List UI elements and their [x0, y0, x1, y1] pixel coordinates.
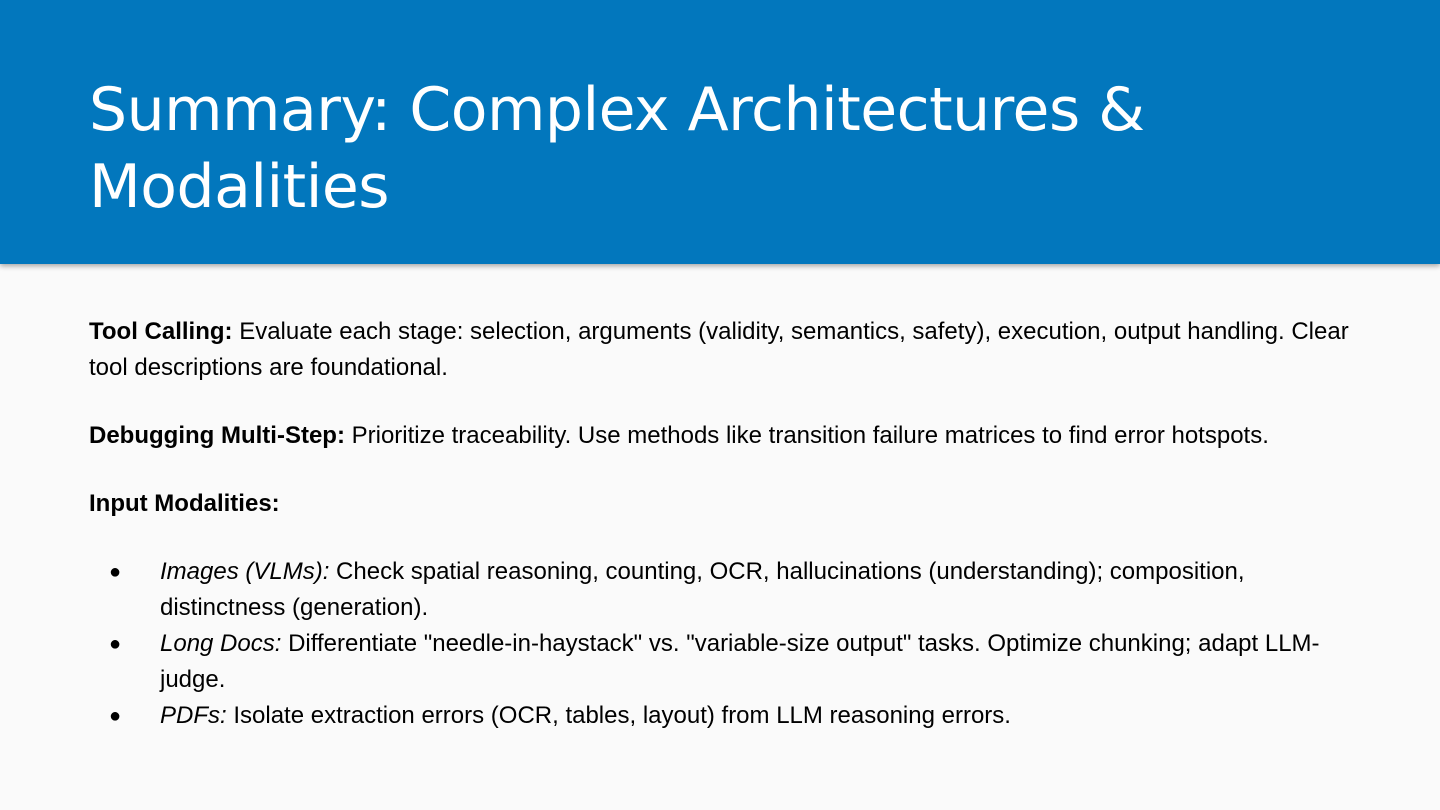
- section-label: Debugging Multi-Step:: [89, 422, 345, 449]
- bullet-text: Check spatial reasoning, counting, OCR, hallucinations (understanding); composition, distinctness (generation).: [160, 558, 1245, 621]
- bullet-icon: ●: [109, 633, 122, 655]
- modalities-list: [89, 554, 1359, 734]
- list-item-images: [89, 554, 1359, 626]
- slide-body: [89, 314, 1359, 734]
- bullet-icon: ●: [109, 561, 122, 583]
- section-debugging: [89, 418, 1359, 454]
- slide-header: [0, 0, 1440, 264]
- bullet-text: Differentiate "needle-in-haystack" vs. "variable-size output" tasks. Optimize chunking; adapt LLM-judge.: [160, 630, 1320, 693]
- section-input-modalities: [89, 486, 1359, 522]
- section-tool-calling: [89, 314, 1359, 386]
- section-label: Tool Calling:: [89, 318, 233, 345]
- section-text: Prioritize traceability. Use methods like transition failure matrices to find error hotspots.: [344, 422, 1269, 449]
- slide-title: Summary: Complex Architectures & Modalities: [89, 75, 1145, 222]
- bullet-icon: ●: [109, 705, 122, 727]
- section-label: Input Modalities:: [89, 490, 280, 517]
- list-item-pdfs: [89, 698, 1359, 734]
- list-item-long-docs: [89, 626, 1359, 698]
- section-text: Evaluate each stage: selection, arguments (validity, semantics, safety), execution, output handling. Clear tool descriptions are foundational.: [89, 318, 1349, 381]
- bullet-label: Long Docs:: [160, 630, 282, 657]
- bullet-label: Images (VLMs):: [160, 558, 330, 585]
- bullet-text: Isolate extraction errors (OCR, tables, layout) from LLM reasoning errors.: [226, 702, 1011, 729]
- bullet-label: PDFs:: [160, 702, 227, 729]
